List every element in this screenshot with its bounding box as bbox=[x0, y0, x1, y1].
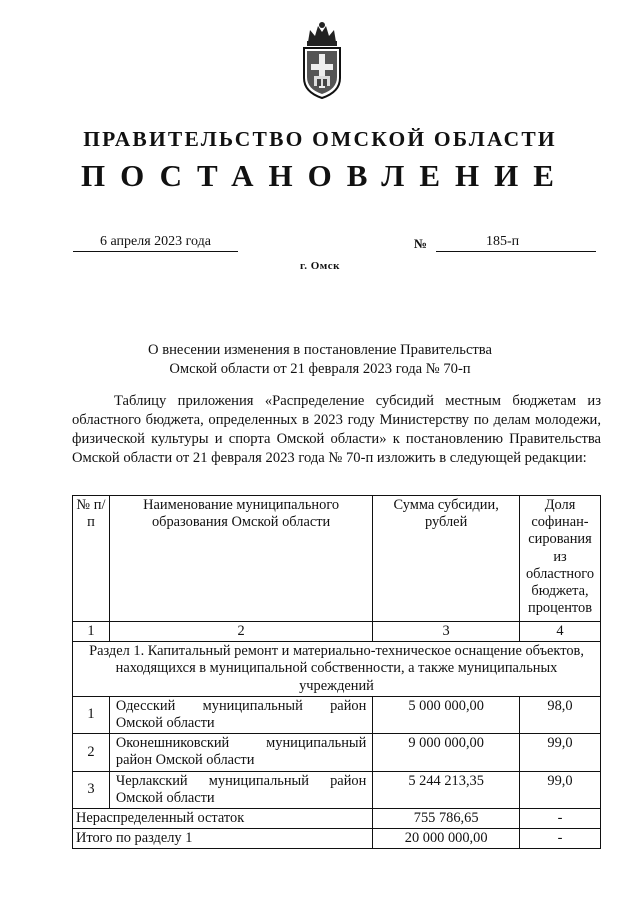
col-number: 4 bbox=[520, 622, 601, 642]
document-subject bbox=[90, 341, 550, 379]
row-sum: 5 244 213,35 bbox=[373, 771, 520, 808]
subject-line-1: О внесении изменения в постановление Правительства bbox=[148, 342, 492, 358]
subsidy-table bbox=[72, 495, 601, 849]
document-type-title: ПОСТАНОВЛЕНИЕ bbox=[81, 158, 569, 193]
total-label: Итого по разделу 1 bbox=[73, 829, 373, 849]
row-num: 2 bbox=[73, 734, 110, 771]
unallocated-sum: 755 786,65 bbox=[373, 809, 520, 829]
table-row bbox=[73, 696, 601, 733]
header-sum: Сумма субсидии, рублей bbox=[373, 496, 520, 622]
coat-of-arms-emblem bbox=[298, 20, 346, 100]
row-num: 3 bbox=[73, 771, 110, 808]
header-num: № п/п bbox=[73, 496, 110, 622]
row-name bbox=[109, 771, 372, 808]
row-share: 99,0 bbox=[520, 734, 601, 771]
row-share: 98,0 bbox=[520, 696, 601, 733]
row-name-line1: Одесский муниципальный район bbox=[115, 697, 367, 714]
number-label: № bbox=[414, 236, 428, 251]
table-row bbox=[73, 734, 601, 771]
row-num: 1 bbox=[73, 696, 110, 733]
column-number-row bbox=[73, 622, 601, 642]
col-number: 2 bbox=[109, 622, 372, 642]
row-name-line1: Черлакский муниципальный район bbox=[115, 772, 367, 789]
row-name-line1: Оконешниковский муниципальный bbox=[115, 735, 367, 752]
col-number: 1 bbox=[73, 622, 110, 642]
row-name-line2: Омской области bbox=[115, 789, 215, 806]
document-number: 185-п bbox=[436, 234, 596, 252]
section-title: Раздел 1. Капитальный ремонт и материально-техническое оснащение объектов, находящихся в муниципальной собственности, а также муниципальных учреждений bbox=[73, 642, 601, 697]
subject-line-2: Омской области от 21 февраля 2023 года № 70-п bbox=[169, 361, 471, 377]
table-row bbox=[73, 771, 601, 808]
header-name: Наименование муниципального образования Омской области bbox=[109, 496, 372, 622]
header-share: Доля софинан-сирования из областного бюджета, процентов bbox=[520, 496, 601, 622]
table-header-row bbox=[73, 496, 601, 622]
row-name-line2: район Омской области bbox=[115, 752, 255, 769]
row-share: 99,0 bbox=[520, 771, 601, 808]
col-number: 3 bbox=[373, 622, 520, 642]
unallocated-row bbox=[73, 809, 601, 829]
total-row bbox=[73, 829, 601, 849]
row-sum: 5 000 000,00 bbox=[373, 696, 520, 733]
body-paragraph: Таблицу приложения «Распределение субсидий местным бюджетам из областного бюджета, определенных в 2023 году Министерству по делам молодежи, физической культуры и спорта Омской области» к постановлению Правительства Омской области от 21 февраля 2023 года № 70-п изложить в следующей редакции: bbox=[72, 393, 601, 466]
unallocated-label: Нераспределенный остаток bbox=[73, 809, 373, 829]
total-sum: 20 000 000,00 bbox=[373, 829, 520, 849]
unallocated-share: - bbox=[520, 809, 601, 829]
section-row bbox=[73, 642, 601, 697]
row-name-line2: Омской области bbox=[115, 715, 215, 732]
row-name bbox=[109, 696, 372, 733]
total-share: - bbox=[520, 829, 601, 849]
organization-title: ПРАВИТЕЛЬСТВО ОМСКОЙ ОБЛАСТИ bbox=[83, 127, 557, 151]
document-date: 6 апреля 2023 года bbox=[73, 234, 238, 252]
row-sum: 9 000 000,00 bbox=[373, 734, 520, 771]
city-name: г. Омск bbox=[299, 260, 341, 272]
row-name bbox=[109, 734, 372, 771]
